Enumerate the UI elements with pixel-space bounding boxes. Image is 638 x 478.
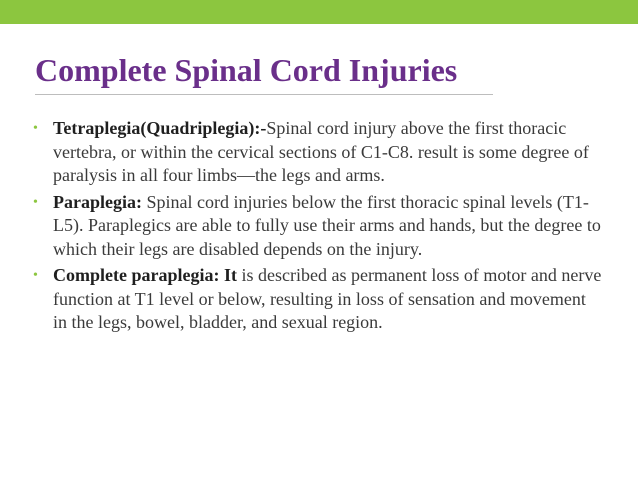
bullet-term: Paraplegia: [53,191,142,212]
bullet-marker: • [33,268,38,283]
bullet-list [33,117,603,338]
bullet-complete-paraplegia [33,264,603,335]
slide-title: Complete Spinal Cord Injuries [35,52,458,88]
bullet-text: is described as permanent loss of motor and nerve function at T1 level or below, resulting in loss of sensation and movement in the legs, bowel, bladder, and sexual region. [53,265,602,332]
bullet-term: Tetraplegia(Quadriplegia):- [53,118,267,138]
bullet-marker: • [33,121,38,136]
bullet-marker: • [33,194,38,210]
title-underline [35,94,493,95]
bullet-tetraplegia [33,117,603,188]
bullet-paraplegia [33,191,603,262]
bullet-term: Complete paraplegia: It [53,265,237,285]
bullet-text: Spinal cord injuries below the first thoracic spinal levels (T1-L5). Paraplegics are able to fully use their arms and hands, but the degree to which their legs are disabled depends on the injury. [53,191,601,259]
bullet-text: Spinal cord injury above the first thoracic vertebra, or within the cervical sections of C1-C8. result is some degree of paralysis in all four limbs—the legs and arms. [53,118,589,185]
top-accent-bar [0,0,638,24]
